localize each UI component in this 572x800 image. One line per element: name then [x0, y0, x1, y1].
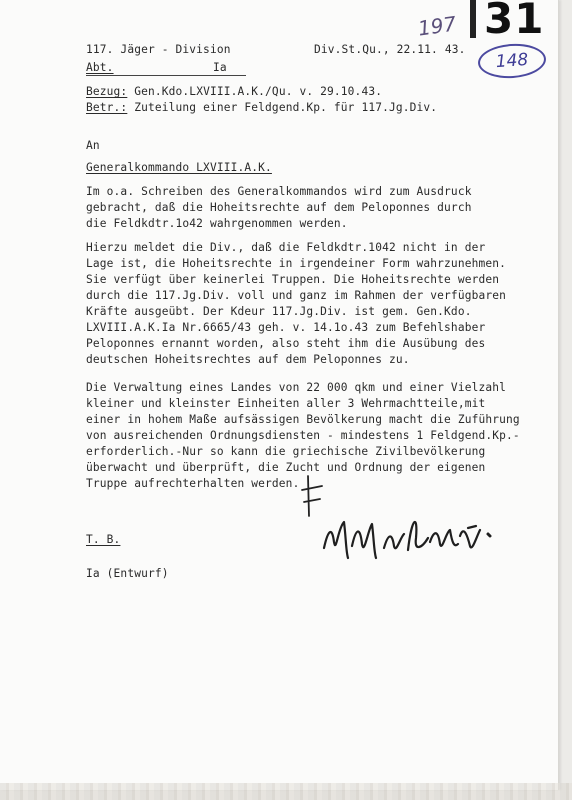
- body-line: LXVIII.A.K.Ia Nr.6665/43 geh. v. 14.1o.43 zum Befehlshaber: [86, 321, 486, 334]
- body-line: Truppe aufrechterhalten werden.: [86, 477, 300, 490]
- bezug-label: Bezug:: [86, 85, 128, 98]
- body-line: die Feldkdtr.1o42 wahrgenommen werden.: [86, 217, 348, 230]
- abt-underline: [86, 75, 246, 76]
- body-line: Lage ist, die Hoheitsrechte in irgendeiner Form wahrzunehmen.: [86, 257, 507, 270]
- body-line: Die Verwaltung eines Landes von 22 000 qkm und einer Vielzahl: [86, 381, 507, 394]
- tb-label: T. B.: [86, 533, 121, 546]
- folio-circled: 148: [495, 49, 529, 73]
- body-line: durch die 117.Jg.Div. voll und ganz im Rahmen der verfügbaren: [86, 289, 507, 302]
- folio-handwritten: 197: [416, 11, 458, 41]
- abt-value: Ia: [213, 61, 227, 74]
- betr-value: Zuteilung einer Feldgend.Kp. für 117.Jg.Div.: [134, 101, 438, 114]
- body-line: Peloponnes ernannt worden, also steht ihm die Ausübung des: [86, 337, 486, 350]
- abt-label: Abt.: [86, 61, 114, 74]
- bezug-value: Gen.Kdo.LXVIII.A.K./Qu. v. 29.10.43.: [134, 85, 383, 98]
- page-number: 31: [484, 0, 545, 43]
- scan-edge: [0, 783, 572, 800]
- betr-label: Betr.:: [86, 101, 128, 114]
- ia-draft-label: Ia (Entwurf): [86, 567, 169, 580]
- body-line: Kräfte ausgeübt. Der Kdeur 117.Jg.Div. ist gem. Gen.Kdo.: [86, 305, 472, 318]
- an-label: An: [86, 139, 100, 152]
- addressee: Generalkommando LXVIII.A.K.: [86, 161, 272, 174]
- location-date: Div.St.Qu., 22.11. 43.: [314, 43, 466, 56]
- handwritten-signature: [318, 508, 508, 568]
- body-line: Im o.a. Schreiben des Generalkommandos wird zum Ausdruck: [86, 185, 472, 198]
- betr-line: [86, 100, 437, 115]
- body-line: Sie verfügt über keinerlei Truppen. Die Hoheitsrechte werden: [86, 273, 500, 286]
- body-line: überwacht und überprüft, die Zucht und Ordnung der eigenen: [86, 461, 486, 474]
- archive-bar: [470, 0, 476, 38]
- bezug-line: [86, 84, 382, 99]
- body-line: von ausreichenden Ordnungsdiensten - mindestens 1 Feldgend.Kp.-: [86, 429, 520, 442]
- body-line: deutschen Hoheitsrechtes auf dem Peloponnes zu.: [86, 353, 410, 366]
- body-line: einer in hohem Maße aufsässigen Bevölkerung macht die Zuführung: [86, 413, 520, 426]
- body-line: erforderlich.-Nur so kann die griechische Zivilbevölkerung: [86, 445, 486, 458]
- body-line: gebracht, daß die Hoheitsrechte auf dem Peloponnes durch: [86, 201, 472, 214]
- body-line: Hierzu meldet die Div., daß die Feldkdtr.1042 nicht in der: [86, 241, 486, 254]
- body-line: kleiner und kleinster Einheiten aller 3 Wehrmachtteile,mit: [86, 397, 486, 410]
- division-name: 117. Jäger - Division: [86, 43, 231, 56]
